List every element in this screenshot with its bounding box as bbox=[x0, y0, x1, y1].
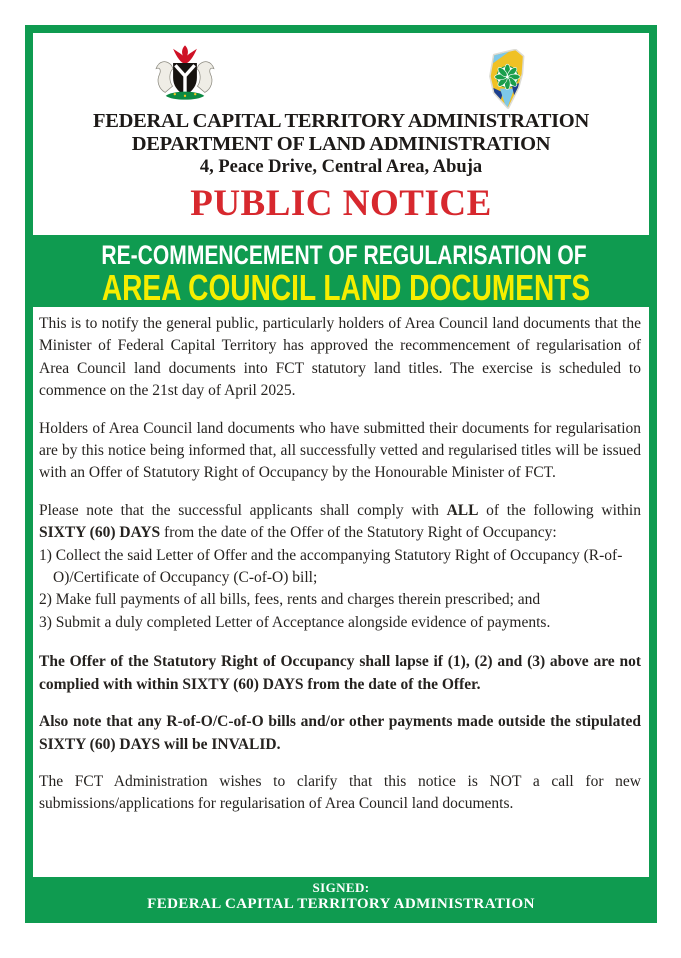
header-block bbox=[33, 110, 649, 179]
fct-abuja-logo-icon bbox=[476, 49, 540, 111]
signed-organisation: FEDERAL CAPITAL TERRITORY ADMINISTRATION bbox=[147, 896, 535, 912]
list-item: 1) Collect the said Letter of Offer and the accompanying Statutory Right of Occupancy (R-of-O)/Certificate of Occupancy (C-of-O) bill; bbox=[39, 546, 623, 587]
notice-frame bbox=[25, 25, 657, 923]
paragraph-announcement: This is to notify the general public, particularly holders of Area Council land documents that the Minister of Federal Capital Territory has approved the recommencement of regularisation of Area Council land documents into FCT statutory land titles. The exercise is scheduled to commence on the 21st day of April 2025. bbox=[39, 315, 641, 400]
org-name: FEDERAL CAPITAL TERRITORY ADMINISTRATION bbox=[93, 110, 589, 132]
paragraph-clarification: The FCT Administration wishes to clarify that this notice is NOT a call for new submissions/applications for regularisation of Area Council land documents. bbox=[39, 772, 641, 813]
paragraph-compliance: Please note that the successful applicants shall comply with ALL of the following within SIXTY (60) DAYS from the date of the Offer of the Statutory Right of Occupancy: bbox=[39, 501, 641, 542]
headline-banner bbox=[33, 235, 649, 307]
paragraph-invalid-warning: Also note that any R-of-O/C-of-O bills and/or other payments made outside the stipulated SIXTY (60) DAYS will be INVALID. bbox=[39, 713, 641, 753]
requirements-list bbox=[39, 545, 641, 635]
address-line: 4, Peace Drive, Central Area, Abuja bbox=[199, 157, 483, 177]
signed-label: SIGNED: bbox=[312, 880, 370, 895]
paragraph-lapse-warning: The Offer of the Statutory Right of Occupancy shall lapse if (1), (2) and (3) above are not complied with within SIXTY (60) DAYS from the date of the Offer. bbox=[39, 653, 641, 693]
list-item: 3) Submit a duly completed Letter of Acceptance alongside evidence of payments. bbox=[39, 613, 551, 631]
department-name: DEPARTMENT OF LAND ADMINISTRATION bbox=[131, 133, 551, 155]
banner-line1: RE-COMMENCEMENT OF REGULARISATION OF bbox=[101, 240, 587, 270]
footer-signature-bar bbox=[33, 877, 649, 915]
list-item: 2) Make full payments of all bills, fees, rents and charges therein prescribed; and bbox=[39, 591, 541, 609]
paragraph-holders: Holders of Area Council land documents who have submitted their documents for regularisation are by this notice being informed that, all successfully vetted and regularised titles will be issued with an Offer of Statutory Right of Occupancy by the Honourable Minister of FCT. bbox=[39, 419, 641, 482]
public-notice-title: PUBLIC NOTICE bbox=[190, 183, 492, 224]
notice-body bbox=[39, 313, 641, 831]
nigeria-coat-of-arms-icon bbox=[151, 42, 219, 110]
banner-line2: AREA COUNCIL LAND DOCUMENTS bbox=[101, 267, 591, 307]
